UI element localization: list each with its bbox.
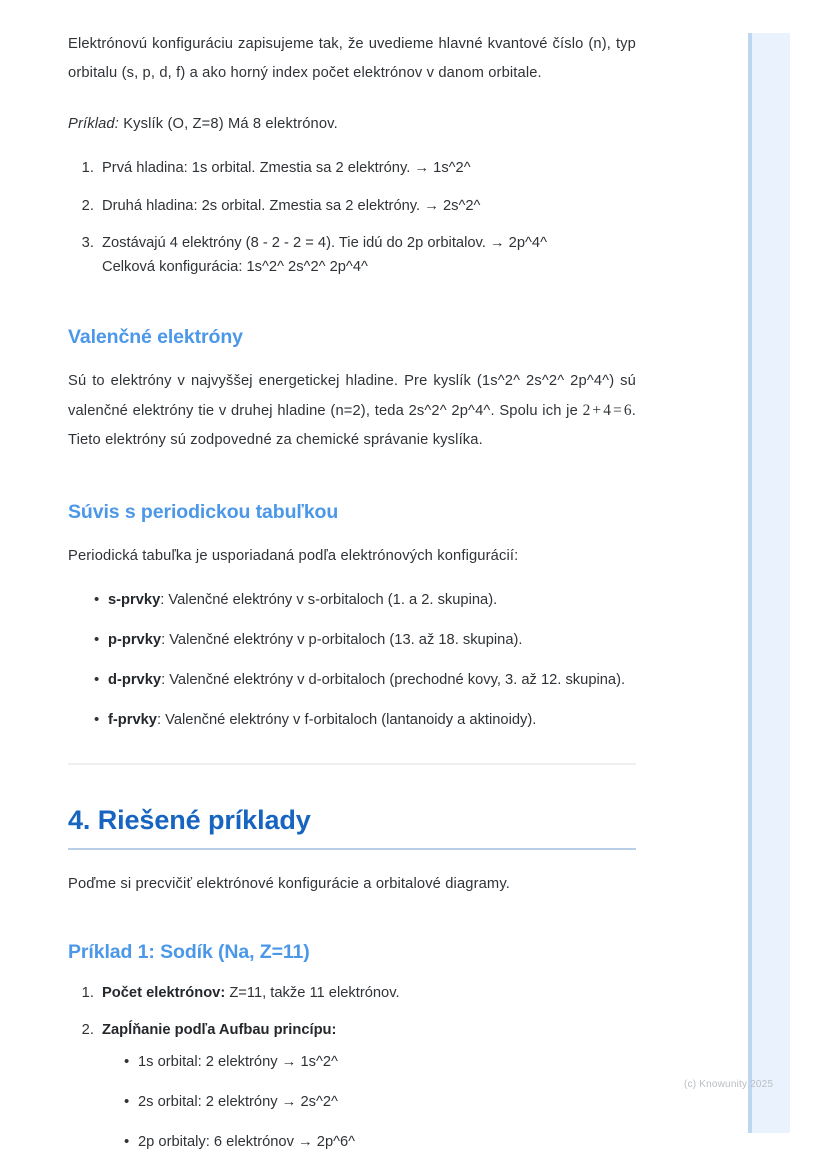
list-item bbox=[94, 709, 636, 733]
example-intro-paragraph bbox=[68, 110, 636, 139]
sodium-step1-desc: Z=11, takže 11 elektrónov. bbox=[225, 984, 400, 1001]
math-operand-b: 4 bbox=[603, 402, 612, 420]
list-item bbox=[98, 157, 636, 181]
oxygen-step-3: Zostávajú 4 elektróny (8 - 2 - 2 = 4). Tie idú do 2p orbitalov. → 2p^4^ bbox=[102, 235, 547, 252]
periodic-heading: Súvis s periodickou tabuľkou bbox=[68, 501, 339, 524]
valence-heading: Valenčné elektróny bbox=[68, 326, 243, 349]
example-label: Príklad: bbox=[68, 115, 119, 132]
block-desc-s: : Valenčné elektróny v s-orbitaloch (1. a 2. skupina). bbox=[160, 592, 498, 609]
list-item bbox=[94, 669, 636, 693]
solved-section-heading: 4. Riešené príklady bbox=[68, 805, 636, 850]
sodium-orbital-1s: 1s orbital: 2 elektróny → 1s^2^ bbox=[138, 1054, 338, 1071]
oxygen-step-2: Druhá hladina: 2s orbital. Zmestia sa 2 elektróny. → 2s^2^ bbox=[102, 197, 481, 214]
block-term-f: f-prvky bbox=[108, 711, 157, 728]
list-item bbox=[98, 1019, 636, 1154]
block-desc-p: : Valenčné elektróny v p-orbitaloch (13. až 18. skupina). bbox=[161, 632, 523, 649]
valence-text-before: Sú to elektróny v najvyššej energetickej hladine. Pre kyslík (1s^2^ 2s^2^ 2p^4^) sú valenčné elektróny tie v druhej hladine (n=2), teda 2s^2^ 2p^4^. Spolu ich je bbox=[68, 373, 636, 420]
math-equals-operator: = bbox=[613, 402, 622, 420]
periodic-block-list bbox=[68, 589, 636, 732]
example1-heading: Príklad 1: Sodík (Na, Z=11) bbox=[68, 940, 310, 963]
list-item bbox=[98, 232, 636, 280]
list-item bbox=[98, 195, 636, 219]
valence-paragraph bbox=[68, 367, 636, 455]
list-item bbox=[124, 1131, 636, 1155]
sodium-orbital-2p: 2p orbitaly: 6 elektrónov → 2p^6^ bbox=[138, 1133, 356, 1150]
block-desc-f: : Valenčné elektróny v f-orbitaloch (lantanoidy a aktinoidy). bbox=[156, 711, 537, 728]
footer-copyright: (c) Knowunity 2025 bbox=[684, 1079, 774, 1090]
valence-text-after: . Tieto elektróny sú zodpovedné za chemické správanie kyslíka. bbox=[68, 403, 636, 449]
example-text: Kyslík (O, Z=8) Má 8 elektrónov. bbox=[118, 115, 338, 132]
list-item bbox=[94, 589, 636, 613]
sodium-step2-term: Zapĺňanie podľa Aufbau princípu: bbox=[102, 1022, 337, 1039]
sodium-step1-term: Počet elektrónov: bbox=[102, 984, 226, 1001]
solved-intro-paragraph: Poďme si precvičiť elektrónové konfigurácie a orbitalové diagramy. bbox=[68, 875, 510, 892]
block-desc-d: : Valenčné elektróny v d-orbitaloch (prechodné kovy, 3. až 12. skupina). bbox=[161, 671, 626, 688]
math-result: 6 bbox=[623, 402, 632, 420]
sodium-orbital-2s: 2s orbital: 2 elektróny → 2s^2^ bbox=[138, 1093, 338, 1110]
math-operand-a: 2 bbox=[582, 402, 591, 420]
section-divider bbox=[68, 763, 636, 765]
sodium-steps-list bbox=[68, 982, 636, 1155]
list-item bbox=[124, 1091, 636, 1115]
valence-math-expression bbox=[583, 402, 632, 419]
math-plus-operator: + bbox=[592, 402, 602, 420]
list-item bbox=[94, 629, 636, 653]
block-term-s: s-prvky bbox=[108, 592, 161, 609]
sodium-orbital-list bbox=[102, 1051, 636, 1154]
list-item bbox=[98, 982, 636, 1006]
oxygen-total-configuration: Celková konfigurácia: 1s^2^ 2s^2^ 2p^4^ bbox=[102, 259, 368, 276]
periodic-intro-paragraph: Periodická tabuľka je usporiadaná podľa elektrónových konfigurácií: bbox=[68, 548, 519, 565]
oxygen-steps-list bbox=[68, 157, 636, 280]
oxygen-step-1: Prvá hladina: 1s orbital. Zmestia sa 2 elektróny. → 1s^2^ bbox=[102, 159, 471, 176]
block-term-p: p-prvky bbox=[108, 632, 162, 649]
block-term-d: d-prvky bbox=[108, 671, 162, 688]
list-item bbox=[124, 1051, 636, 1075]
intro-paragraph: Elektrónovú konfiguráciu zapisujeme tak, že uvedieme hlavné kvantové číslo (n), typ orbitalu (s, p, d, f) a ako horný index počet elektrónov v danom orbitale. bbox=[68, 36, 636, 81]
